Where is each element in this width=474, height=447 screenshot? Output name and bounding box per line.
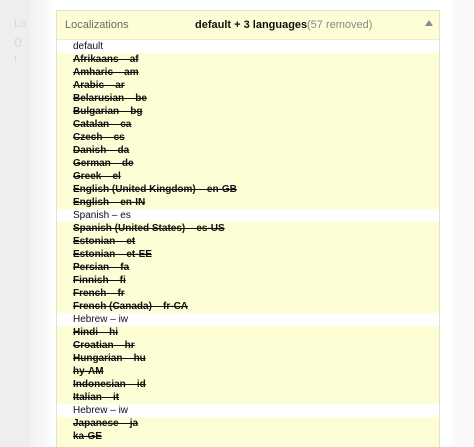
localization-item-removed[interactable]: German – de [73, 158, 134, 169]
localization-item-removed[interactable]: Japanese – ja [73, 418, 139, 429]
removed-count: (57 removed) [307, 19, 373, 31]
localization-item[interactable]: default [57, 40, 439, 53]
localization-item-removed[interactable]: French – fr [73, 288, 125, 299]
background-panel [0, 0, 30, 447]
localization-item[interactable]: Hebrew – iw [57, 313, 439, 326]
background-ghost-text: I [14, 54, 17, 65]
localizations-panel [56, 10, 440, 447]
background-ghost-text: Lo [14, 18, 27, 30]
localizations-header[interactable] [57, 11, 439, 40]
localization-item-removed[interactable]: Persian – fa [73, 262, 130, 273]
localization-item-removed[interactable]: Danish – da [73, 145, 130, 156]
localization-item-removed[interactable]: Estonian – et [73, 236, 136, 247]
localization-item-removed[interactable]: Estonian – et-EE [73, 249, 152, 260]
localization-item-removed[interactable]: Afrikaans – af [73, 54, 139, 65]
localization-item[interactable]: Spanish – es [57, 209, 439, 222]
localization-item-removed[interactable]: Arabic – ar [73, 80, 125, 91]
localization-item-removed[interactable]: hy-AM [73, 366, 104, 377]
localization-item-removed[interactable]: Catalan – ca [73, 119, 132, 130]
localization-item-removed[interactable]: French (Canada) – fr-CA [73, 301, 189, 312]
localization-item-removed[interactable]: Croatian – hr [73, 340, 135, 351]
background-ghost-text: 0 [14, 34, 22, 50]
localization-item-removed[interactable]: Czech – cs [73, 132, 125, 143]
panel-shadow [30, 0, 56, 447]
localization-item-removed[interactable]: Hindi – hi [73, 327, 118, 338]
triangle-up-icon[interactable] [425, 20, 433, 26]
localization-item-removed[interactable]: ka-GE [73, 431, 102, 442]
localization-item-removed[interactable]: English – en-IN [73, 197, 146, 208]
localization-list [57, 40, 439, 443]
localization-item-removed[interactable]: Amharic – am [73, 67, 139, 78]
localization-item-removed[interactable]: Belarusian – be [73, 93, 147, 104]
localization-item-removed[interactable]: Greek – el [73, 171, 121, 182]
localizations-summary: default + 3 languages [195, 19, 308, 31]
localization-item[interactable]: Hebrew – iw [57, 404, 439, 417]
localization-item-removed[interactable]: Finnish – fi [73, 275, 126, 286]
localization-item-removed[interactable]: Spanish (United States) – es-US [73, 223, 225, 234]
scroll-gutter [452, 0, 474, 447]
localizations-label: Localizations [65, 19, 129, 31]
localization-item-removed[interactable]: English (United Kingdom) – en-GB [73, 184, 237, 195]
localization-item-removed[interactable]: Indonesian – id [73, 379, 146, 390]
localization-item-removed[interactable]: Hungarian – hu [73, 353, 146, 364]
localization-item-removed[interactable]: Italian – it [73, 392, 120, 403]
localization-item-removed[interactable]: Bulgarian – bg [73, 106, 143, 117]
